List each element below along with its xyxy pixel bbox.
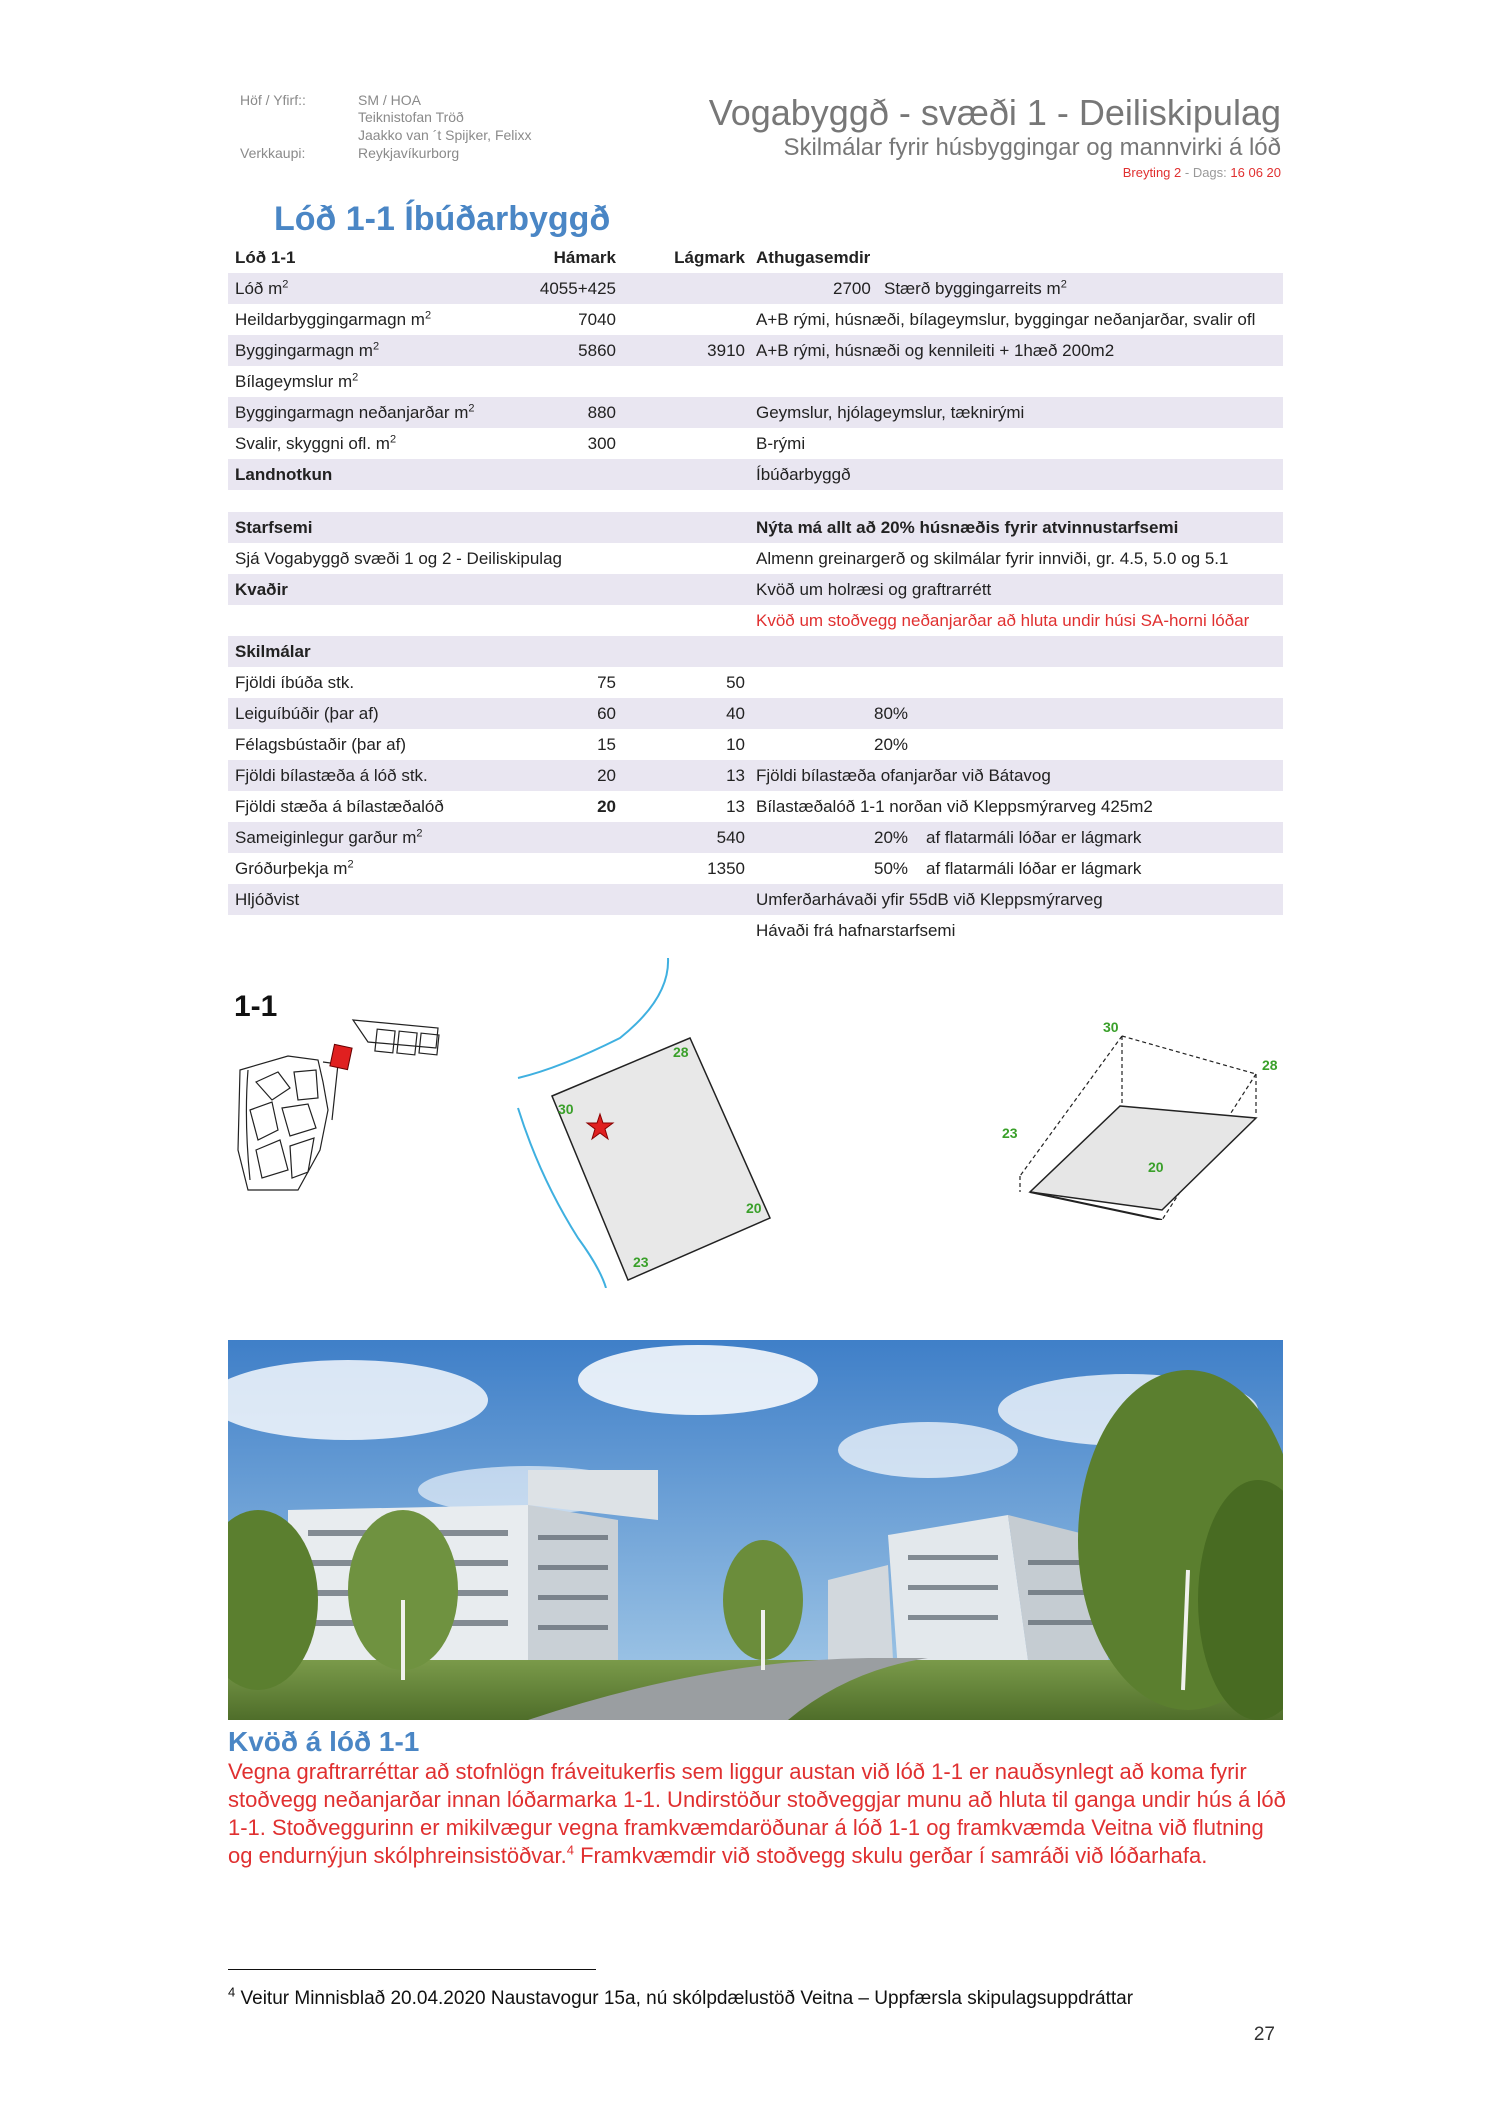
row-label: Fjöldi stæða á bílastæðalóð	[235, 797, 444, 816]
row-label: Svalir, skyggni ofl. $m^2$	[235, 433, 397, 453]
table-row	[228, 273, 1283, 304]
table-row	[228, 822, 1283, 853]
meta-label-author: Höf / Yfirf::	[240, 92, 306, 108]
row-remark: af flatarmáli lóðar er lágmark	[926, 859, 1142, 878]
table-row	[228, 884, 1283, 915]
row-label: Byggingarmagn neðanjarðar $m^2$	[235, 402, 475, 422]
row-remark-value: 2700	[833, 279, 871, 298]
row-min: 3910	[707, 341, 745, 360]
table-row	[228, 543, 1283, 574]
notes-body-text: Vegna graftrarréttar að stofnlögn fráveitukerfis sem liggur austan við lóð 1-1 er nauðsynlegt að koma fyrir stoðvegg neðanjarðar innan lóðarmarka 1-1. Undirstöður stoðveggjar munu að hluta til ganga undir hús á lóð 1-1. Stoðveggurinn er mikilvægur vegna framkvæmdaröðunar á lóð 1-1 og framkvæmda Veitna við flutning og endurnýjun skólphreinsistöðvar.	[228, 1759, 1286, 1868]
row-remark: Íbúðarbyggð	[756, 465, 851, 484]
row-min: 40	[726, 704, 745, 723]
table-row	[228, 636, 1283, 667]
table-row	[228, 915, 1283, 946]
row-remark-value: 50%	[874, 859, 909, 878]
table-row	[228, 335, 1283, 366]
revision-separator: - Dags:	[1181, 165, 1231, 180]
row-max: 20	[597, 797, 616, 816]
plot-label: 1-1	[234, 990, 278, 1023]
row-remark: Kvöð um stoðvegg neðanjarðar að hluta undir húsi SA-horni lóðar	[756, 611, 1250, 630]
row-min: 13	[726, 797, 745, 816]
plot-terms-table	[228, 242, 1283, 946]
row-min: 10	[726, 735, 745, 754]
row-remark: Almenn greinargerð og skilmálar fyrir innviði, gr. 4.5, 5.0 og 5.1	[756, 549, 1229, 568]
table-row	[228, 791, 1283, 822]
iso-height-bottom: 20	[1148, 1159, 1164, 1175]
row-label: Fjöldi bílastæða á lóð stk.	[235, 766, 428, 785]
header-min: Lágmark	[674, 248, 745, 267]
row-label: Hljóðvist	[235, 890, 300, 909]
document-title: Vogabyggð - svæði 1 - Deiliskipulag	[708, 92, 1281, 133]
row-label: Heildarbyggingarmagn $m^2$	[235, 309, 432, 329]
row-label: Kvaðir	[235, 580, 288, 599]
row-remark-value: 20%	[874, 828, 909, 847]
row-max: 60	[597, 704, 616, 723]
row-label: Félagsbústaðir (þar af)	[235, 735, 407, 754]
table-row	[228, 366, 1283, 397]
row-label: Byggingarmagn $m^2$	[235, 340, 380, 360]
table-row	[228, 760, 1283, 791]
header-remarks: Athugasemdir	[756, 248, 871, 267]
table-header-row	[228, 242, 1283, 273]
row-label: Landnotkun	[235, 465, 333, 484]
row-label: Sameiginlegur garður $m^2$	[235, 827, 423, 847]
table-row	[228, 428, 1283, 459]
row-max: 20	[597, 766, 616, 785]
location-map	[228, 1000, 448, 1200]
footnote-number: 4	[228, 1984, 236, 2000]
row-max: 15	[597, 735, 616, 754]
document-subtitle: Skilmálar fyrir húsbyggingar og mannvirki á lóð	[783, 134, 1281, 161]
revision-date: 16 06 20	[1230, 165, 1281, 180]
plan-height-ne: 28	[673, 1044, 689, 1060]
notes-title: Kvöð á lóð 1-1	[228, 1726, 420, 1757]
meta-value-author: SM / HOA	[358, 92, 422, 108]
row-label: Fjöldi íbúða stk.	[235, 673, 355, 692]
row-remark: Stærð byggingarreits $m^2$	[884, 278, 1067, 298]
table-row	[228, 574, 1283, 605]
row-max: 7040	[578, 310, 616, 329]
row-remark: 80%	[874, 704, 909, 723]
notes-body	[228, 1758, 1288, 1870]
row-remark: Hávaði frá hafnarstarfsemi	[756, 921, 956, 940]
revision-label: Breyting 2	[1122, 165, 1182, 180]
table-row	[228, 667, 1283, 698]
row-remark: 20%	[874, 735, 909, 754]
architectural-rendering-image	[228, 1340, 1283, 1720]
row-min: 13	[726, 766, 745, 785]
row-label: Sjá Vogabyggð svæði 1 og 2 - Deiliskipulag	[235, 549, 562, 568]
page-number: 27	[1253, 2024, 1275, 2045]
row-max: 5860	[578, 341, 616, 360]
row-min: 1350	[707, 859, 745, 878]
row-max: 880	[587, 403, 616, 422]
table-row	[228, 605, 1283, 636]
table-row	[228, 512, 1283, 543]
plot-plan-diagram	[500, 958, 800, 1288]
header-plot: Lóð 1-1	[235, 248, 296, 267]
row-remark: Geymslur, hjólageymslur, tæknirými	[756, 403, 1025, 422]
meta-value-client: Reykjavíkurborg	[358, 145, 460, 161]
row-remark: Fjöldi bílastæða ofanjarðar við Bátavog	[756, 766, 1051, 785]
row-remark: A+B rými, húsnæði, bílageymslur, byggingar neðanjarðar, svalir ofl	[756, 310, 1256, 329]
iso-height-left: 23	[1002, 1125, 1018, 1141]
table-row	[228, 304, 1283, 335]
row-remark: A+B rými, húsnæði og kennileiti + 1hæð 200m2	[756, 341, 1115, 360]
plan-height-sw: 23	[633, 1254, 649, 1270]
row-remark: Umferðarhávaði yfir 55dB við Kleppsmýrarveg	[756, 890, 1103, 909]
row-min: 50	[726, 673, 745, 692]
row-label: Lóð $m^2$	[235, 278, 289, 298]
row-label: Skilmálar	[235, 642, 311, 661]
table-row	[228, 459, 1283, 490]
plan-height-se: 20	[746, 1200, 762, 1216]
header-max: Hámark	[553, 248, 616, 267]
row-max: 4055+425	[539, 279, 616, 298]
row-remark: Kvöð um holræsi og graftrarrétt	[756, 580, 992, 599]
plan-height-nw: 30	[558, 1101, 574, 1117]
section-title: Lóð 1-1 Íbúðarbyggð	[274, 200, 611, 238]
footnote-reference: 4	[566, 1842, 574, 1858]
isometric-volume-diagram	[990, 1010, 1290, 1220]
table-spacer	[228, 490, 1283, 512]
row-label: Starfsemi	[235, 518, 313, 537]
table-row	[228, 698, 1283, 729]
row-remark: af flatarmáli lóðar er lágmark	[926, 828, 1142, 847]
iso-height-top: 30	[1103, 1019, 1119, 1035]
meta-value-partner: Jaakko van ´t Spijker, Felixx	[358, 127, 532, 143]
table-row	[228, 397, 1283, 428]
iso-height-right: 28	[1262, 1057, 1278, 1073]
revision-line	[1123, 165, 1281, 180]
footnote	[228, 1984, 1134, 2010]
table-row	[228, 729, 1283, 760]
selected-plot	[330, 1044, 352, 1069]
row-max: 75	[597, 673, 616, 692]
meta-label-client: Verkkaupi:	[240, 145, 306, 161]
row-label: Bílageymslur $m^2$	[235, 371, 359, 391]
row-max: 300	[587, 434, 616, 453]
row-remark: B-rými	[756, 434, 806, 453]
row-label: Leiguíbúðir (þar af)	[235, 704, 379, 723]
table-row	[228, 853, 1283, 884]
row-remark: Bílastæðalóð 1-1 norðan við Kleppsmýrarveg 425m2	[756, 797, 1153, 816]
notes-body-text-end: Framkvæmdir við stoðvegg skulu gerðar í samráði við lóðarhafa.	[574, 1843, 1208, 1868]
footnote-text: Veitur Minnisblað 20.04.2020 Naustavogur 15a, nú skólpdælustöð Veitna – Uppfærsla skipulagsuppdráttar	[240, 1988, 1134, 2009]
row-remark: Nýta má allt að 20% húsnæðis fyrir atvinnustarfsemi	[756, 518, 1179, 537]
meta-value-firm: Teiknistofan Tröð	[358, 109, 464, 125]
row-label: Gróðurþekja $m^2$	[235, 858, 354, 878]
footnote-divider	[228, 1969, 596, 1970]
row-min: 540	[716, 828, 745, 847]
